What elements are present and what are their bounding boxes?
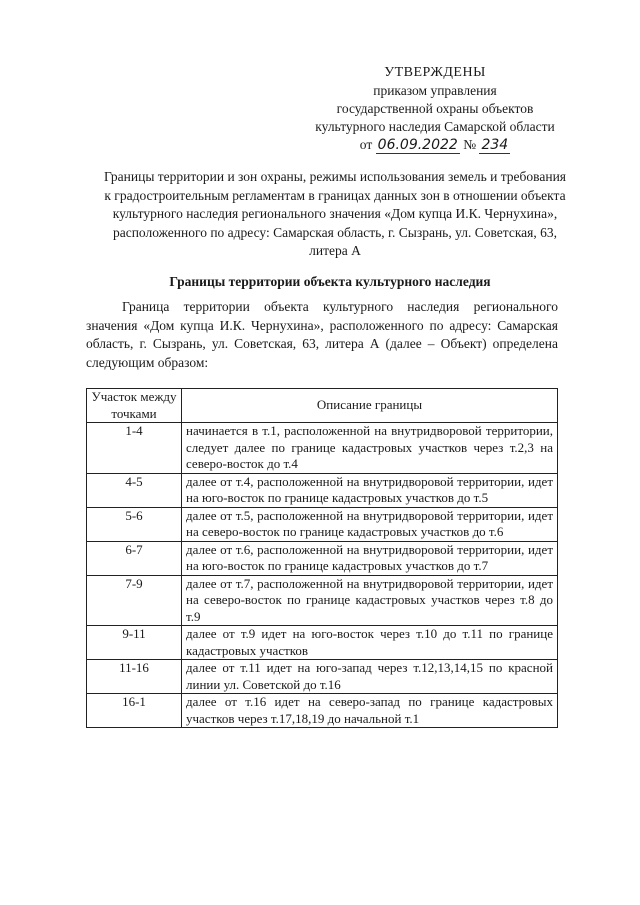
- table-row: [87, 694, 558, 728]
- table-row: [87, 423, 558, 474]
- segment-cell: 11-16: [87, 660, 182, 694]
- table-row: [87, 575, 558, 626]
- approval-block: [290, 64, 580, 154]
- segment-cell: 1-4: [87, 423, 182, 474]
- handwritten-date: 06.09.2022: [377, 137, 458, 153]
- segment-cell: 9-11: [87, 626, 182, 660]
- approval-date-line: [290, 136, 580, 154]
- description-cell: далее от т.16 идет на северо-запад по границе кадастровых участков через т.17,18,19 до начальной т.1: [182, 694, 558, 728]
- segment-cell: 16-1: [87, 694, 182, 728]
- segment-column-header: Участок между точками: [87, 389, 182, 423]
- table-row: [87, 541, 558, 575]
- description-cell: далее от т.7, расположенной на внутридворовой территории, идет на северо-восток по границе кадастровых участков через т.8 до т.9: [182, 575, 558, 626]
- table-row: [87, 626, 558, 660]
- description-cell: далее от т.4, расположенной на внутридворовой территории, идет на юго-восток по границе кадастровых участков до т.5: [182, 473, 558, 507]
- approval-line-2: государственной охраны объектов: [336, 101, 534, 116]
- section-title: Границы территории объекта культурного наследия: [169, 274, 491, 289]
- table-row: [87, 473, 558, 507]
- description-cell: далее от т.5, расположенной на внутридворовой территории, идет на северо-восток по границе кадастровых участков до т.6: [182, 507, 558, 541]
- table-row: [87, 507, 558, 541]
- description-cell: далее от т.11 идет на юго-запад через т.12,13,14,15 по красной линии ул. Советской до т.16: [182, 660, 558, 694]
- document-title: Границы территории и зон охраны, режимы использования земель и требования к градостроительным регламентам в границах данных зон в отношении объекта культурного наследия регионального значения «Дом купца И.К. Чернухина», расположенного по адресу: Самарская область, г. Сызрань, ул. Советская, 63, литера А: [103, 169, 567, 258]
- from-label: от: [359, 137, 373, 152]
- approval-line-3: культурного наследия Самарской области: [315, 119, 555, 134]
- intro-paragraph: Граница территории объекта культурного наследия регионального значения «Дом купца И.К. Чернухина», расположенного по адресу: Самарская область, г. Сызрань, ул. Советская, 63, литера А (далее – Объект) определена следующим образом:: [86, 299, 558, 370]
- segment-cell: 4-5: [87, 473, 182, 507]
- table-header-row: [87, 389, 558, 423]
- segment-cell: 6-7: [87, 541, 182, 575]
- segment-cell: 7-9: [87, 575, 182, 626]
- description-cell: начинается в т.1, расположенной на внутридворовой территории, следует далее по границе кадастровых участков через т.2,3 на северо-восток до т.4: [182, 423, 558, 474]
- table-row: [87, 660, 558, 694]
- description-cell: далее от т.6, расположенной на внутридворовой территории, идет на юго-восток по границе кадастровых участков до т.7: [182, 541, 558, 575]
- description-column-header: Описание границы: [182, 389, 558, 423]
- boundary-table: [86, 388, 558, 728]
- description-cell: далее от т.9 идет на юго-восток через т.10 до т.11 по границе кадастровых участков: [182, 626, 558, 660]
- number-label: №: [463, 137, 477, 152]
- approval-heading: УТВЕРЖДЕНЫ: [384, 65, 486, 80]
- approval-line-1: приказом управления: [373, 83, 497, 98]
- segment-cell: 5-6: [87, 507, 182, 541]
- handwritten-number: 234: [481, 137, 509, 153]
